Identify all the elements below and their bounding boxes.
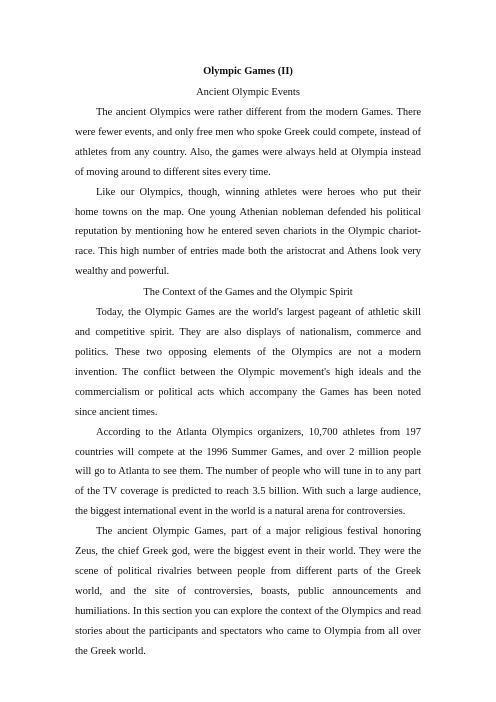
paragraph: The ancient Olympics were rather different from the modern Games. There were fewer events, and only free men who spoke Greek could compete, instead of athletes from any country. Also, the games were always held at Olympia instead of moving around to different sites every time. <box>75 107 421 178</box>
paragraph: Today, the Olympic Games are the world's largest pageant of athletic skill and competitive spirit. They are also displays of nationalism, commerce and politics. These two opposing elements of the Olympics are not a modern invention. The conflict between the Olympic movement's high ideals and the commercialism or political acts which accompany the Games has been noted since ancient times. <box>75 307 421 418</box>
paragraph: According to the Atlanta Olympics organizers, 10,700 athletes from 197 countries will compete at the 1996 Summer Games, and over 2 million people will go to Atlanta to see them. The number of people who will tune in to any part of the TV coverage is predicted to reach 3.5 billion. With such a large audience, the biggest international event in the world is a natural arena for controversies. <box>75 426 421 518</box>
section-heading-ancient-events: Ancient Olympic Events <box>196 87 300 98</box>
document-content <box>75 61 421 661</box>
paragraph: Like our Olympics, though, winning athletes were heroes who put their home towns on the map. One young Athenian nobleman defended his political reputation by mentioning how he entered seven chariots in the Olympic chariot-race. This high number of entries made both the aristocrat and Athens look very wealthy and powerful. <box>75 186 421 278</box>
paragraph: The ancient Olympic Games, part of a major religious festival honoring Zeus, the chief Greek god, were the biggest event in their world. They were the scene of political rivalries between people from different parts of the Greek world, and the site of controversies, boasts, public announcements and humiliations. In this section you can explore the context of the Olympics and read stories about the participants and spectators who came to Olympia from all over the Greek world. <box>75 526 421 657</box>
document-title: Olympic Games (II) <box>203 66 293 77</box>
section-heading-context: The Context of the Games and the Olympic Spirit <box>143 287 353 299</box>
